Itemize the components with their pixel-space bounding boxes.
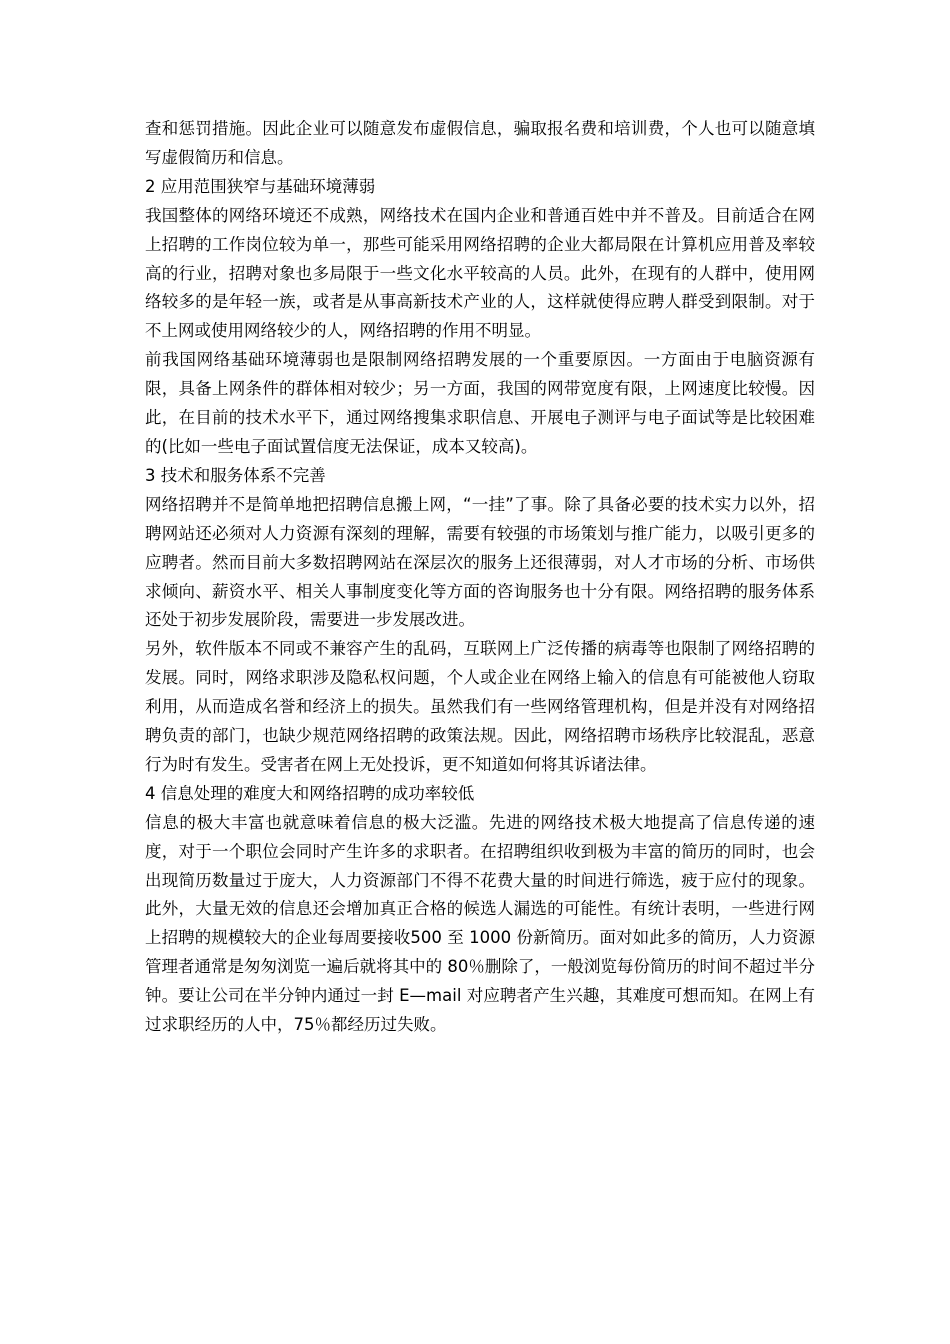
body-paragraph: 前我国网络基础环境薄弱也是限制网络招聘发展的一个重要原因。一方面由于电脑资源有限，具备上网条件的群体相对较少；另一方面，我国的网带宽度有限，上网速度比较慢。因此，在目前的技术水平下，通过网络搜集求职信息、开展电子测评与电子面试等是比较困难的(比如一些电子面试置信度无法保证，成本又较高)。	[145, 350, 815, 456]
body-paragraph: 网络招聘并不是简单地把招聘信息搬上网，“一挂”了事。除了具备必要的技术实力以外，招聘网站还必须对人力资源有深刻的理解，需要有较强的市场策划与推广能力，以吸引更多的应聘者。然而目前大多数招聘网站在深层次的服务上还很薄弱，对人才市场的分析、市场供求倾向、薪资水平、相关人事制度变化等方面的咨询服务也十分有限。网络招聘的服务体系还处于初步发展阶段，需要进一步发展改进。	[145, 494, 815, 630]
section-heading: 3 技术和服务体系不完善	[145, 465, 326, 485]
body-paragraph: 另外，软件版本不同或不兼容产生的乱码，互联网上广泛传播的病毒等也限制了网络招聘的发展。同时，网络求职涉及隐私权问题，个人或企业在网络上输入的信息有可能被他人窃取利用，从而造成名誉和经济上的损失。虽然我们有一些网络管理机构，但是并没有对网络招聘负责的部门，也缺少规范网络招聘的政策法规。因此，网络招聘市场秩序比较混乱，恶意行为时有发生。受害者在网上无处投诉，更不知道如何将其诉诸法律。	[145, 639, 815, 774]
document-page	[145, 115, 815, 1040]
section-heading: 4 信息处理的难度大和网络招聘的成功率较低	[145, 783, 475, 803]
body-paragraph: 我国整体的网络环境还不成熟，网络技术在国内企业和普通百姓中并不普及。目前适合在网上招聘的工作岗位较为单一，那些可能采用网络招聘的企业大都局限在计算机应用普及率较高的行业，招聘对象也多局限于一些文化水平较高的人员。此外，在现有的人群中，使用网络较多的是年轻一族，或者是从事高新技术产业的人，这样就使得应聘人群受到限制。对于不上网或使用网络较少的人，网络招聘的作用不明显。	[145, 205, 815, 341]
body-paragraph: 查和惩罚措施。因此企业可以随意发布虚假信息，骗取报名费和培训费，个人也可以随意填写虚假简历和信息。	[145, 119, 815, 167]
section-heading: 2 应用范围狭窄与基础环境薄弱	[145, 176, 376, 196]
body-paragraph: 信息的极大丰富也就意味着信息的极大泛滥。先进的网络技术极大地提高了信息传递的速度，对于一个职位会同时产生许多的求职者。在招聘组织收到极为丰富的简历的同时，也会出现简历数量过于庞大，人力资源部门不得不花费大量的时间进行筛选，疲于应付的现象。此外，大量无效的信息还会增加真正合格的候选人漏选的可能性。有统计表明，一些进行网上招聘的规模较大的企业每周要接收500 至 1000 份新简历。面对如此多的简历，人力资源管理者通常是匆匆浏览一遍后就将其中的 80％删除了，一般浏览每份简历的时间不超过半分钟。要让公司在半分钟内通过一封 E—mail 对应聘者产生兴趣，其难度可想而知。在网上有过求职经历的人中，75％都经历过失败。	[145, 812, 815, 1035]
